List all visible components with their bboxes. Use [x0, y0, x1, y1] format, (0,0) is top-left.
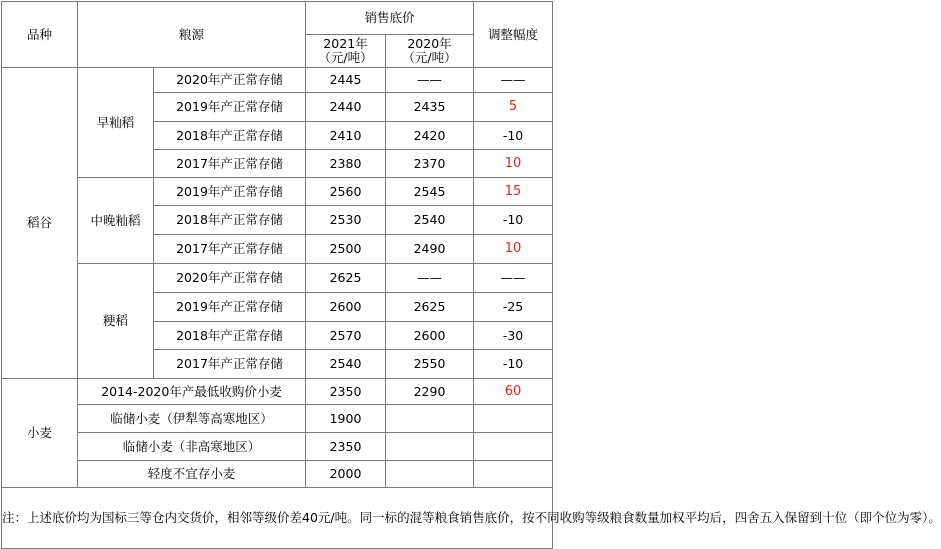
cell-price-2021: 2540: [306, 350, 386, 379]
cell-price-2021: 2410: [306, 122, 386, 150]
cell-grain-source: 2018年产正常存储: [154, 122, 306, 150]
header-adjustment: 调整幅度: [474, 2, 553, 68]
cell-price-2021: 2500: [306, 235, 386, 264]
header-year-2021-label: 2021年: [323, 36, 368, 51]
cell-price-2021: 2530: [306, 206, 386, 235]
cell-price-2020: ——: [386, 264, 474, 293]
group-early-indica: 早籼稻: [78, 68, 154, 178]
cell-price-2021: 1900: [306, 405, 386, 433]
cell-price-2021: 2560: [306, 178, 386, 206]
table-row: [2, 264, 553, 293]
cell-adjustment: ——: [474, 264, 553, 293]
header-row: [2, 2, 553, 35]
cell-adjustment: -10: [474, 206, 553, 235]
cell-price-2021: 2000: [306, 461, 386, 488]
cell-adjustment: 60: [474, 379, 553, 405]
cell-adjustment: [474, 405, 553, 433]
cell-grain-source: 2017年产正常存储: [154, 235, 306, 264]
cell-grain-source: 2020年产正常存储: [154, 68, 306, 93]
cell-adjustment: 15: [474, 178, 553, 206]
cell-price-2020: 2420: [386, 122, 474, 150]
cell-price-2021: 2350: [306, 433, 386, 461]
cell-grain-source: 2020年产正常存储: [154, 264, 306, 293]
header-sale-price: 销售底价: [306, 2, 474, 35]
header-year-2020: [386, 35, 474, 68]
table-row: [2, 461, 553, 488]
group-rice: 稻谷: [2, 68, 78, 379]
table-row: [2, 68, 553, 93]
cell-grain-source: 2017年产正常存储: [154, 350, 306, 379]
cell-adjustment: 5: [474, 93, 553, 122]
cell-grain-source: 临储小麦（伊犁等高寒地区）: [78, 405, 306, 433]
cell-price-2020: 2435: [386, 93, 474, 122]
cell-grain-source: 临储小麦（非高寒地区）: [78, 433, 306, 461]
group-wheat: 小麦: [2, 379, 78, 488]
table-row: [2, 433, 553, 461]
cell-price-2021: 2625: [306, 264, 386, 293]
cell-price-2020: 2550: [386, 350, 474, 379]
header-unit-2020: （元/吨）: [402, 50, 457, 65]
cell-price-2021: 2445: [306, 68, 386, 93]
cell-grain-source: 2019年产正常存储: [154, 293, 306, 322]
table-row: [2, 405, 553, 433]
cell-grain-source: 2019年产正常存储: [154, 178, 306, 206]
header-variety: 品种: [2, 2, 78, 68]
group-japonica: 粳稻: [78, 264, 154, 379]
cell-price-2020: 2370: [386, 150, 474, 178]
cell-adjustment: ——: [474, 68, 553, 93]
cell-adjustment: -10: [474, 350, 553, 379]
cell-price-2020: 2545: [386, 178, 474, 206]
cell-price-2021: 2600: [306, 293, 386, 322]
cell-grain-source: 轻度不宜存小麦: [78, 461, 306, 488]
cell-adjustment: -25: [474, 293, 553, 322]
grain-price-table: [1, 1, 941, 549]
note-row: [2, 488, 553, 549]
group-mid-late-indica: 中晚籼稻: [78, 178, 154, 264]
cell-price-2020: [386, 405, 474, 433]
cell-price-2021: 2380: [306, 150, 386, 178]
cell-adjustment: -30: [474, 322, 553, 350]
cell-adjustment: [474, 461, 553, 488]
cell-price-2020: 2290: [386, 379, 474, 405]
cell-price-2021: 2570: [306, 322, 386, 350]
header-grain-source: 粮源: [78, 2, 306, 68]
header-year-2020-label: 2020年: [407, 36, 452, 51]
cell-price-2020: [386, 461, 474, 488]
cell-grain-source: 2014-2020年产最低收购价小麦: [78, 379, 306, 405]
cell-price-2021: 2440: [306, 93, 386, 122]
table-row: [2, 178, 553, 206]
cell-price-2020: [386, 433, 474, 461]
cell-price-2020: 2625: [386, 293, 474, 322]
cell-adjustment: -10: [474, 122, 553, 150]
cell-grain-source: 2019年产正常存储: [154, 93, 306, 122]
cell-price-2020: 2540: [386, 206, 474, 235]
cell-price-2020: 2600: [386, 322, 474, 350]
header-unit-2021: （元/吨）: [318, 50, 373, 65]
cell-adjustment: [474, 433, 553, 461]
cell-grain-source: 2017年产正常存储: [154, 150, 306, 178]
cell-grain-source: 2018年产正常存储: [154, 322, 306, 350]
cell-price-2020: ——: [386, 68, 474, 93]
cell-adjustment: 10: [474, 150, 553, 178]
cell-adjustment: 10: [474, 235, 553, 264]
cell-price-2021: 2350: [306, 379, 386, 405]
cell-grain-source: 2018年产正常存储: [154, 206, 306, 235]
cell-price-2020: 2490: [386, 235, 474, 264]
table-row: [2, 379, 553, 405]
footnote: 注：上述底价均为国标三等仓内交货价，相邻等级价差40元/吨。同一标的混等粮食销售底价，按不同收购等级粮食数量加权平均后，四舍五入保留到十位（即个位为零）。: [2, 488, 553, 549]
header-year-2021: [306, 35, 386, 68]
